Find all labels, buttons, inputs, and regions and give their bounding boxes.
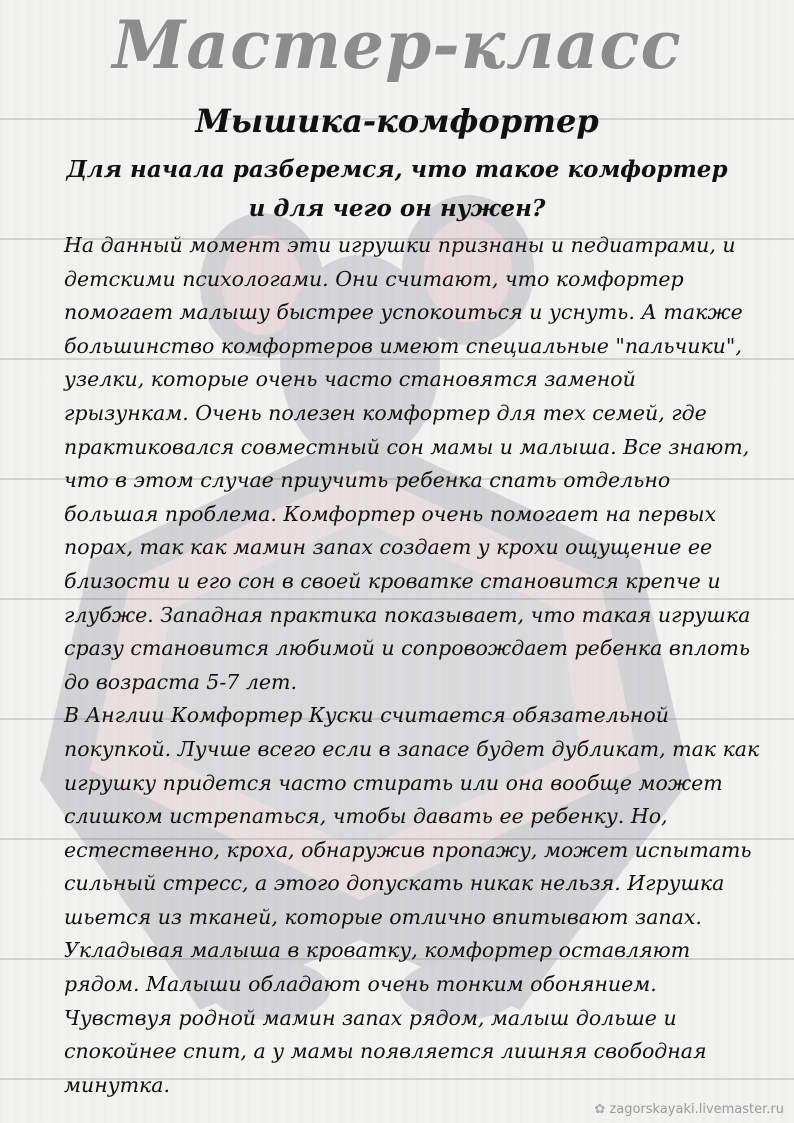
- flower-icon: ✿: [594, 1102, 606, 1117]
- page-title: Мастер-класс: [112, 6, 682, 84]
- section-question: Для начала разберемся, что такое комфортер и для чего он нужен?: [66, 156, 728, 222]
- page-subtitle: Мышика-комфортер: [195, 102, 599, 140]
- paragraph: В Англии Комфортер Куски считается обязательной покупкой. Лучше всего если в запасе будет дубликат, так как игрушку придется часто стирать или она вообще может слишком истрепаться, чтобы давать ее ребенку. Но, естественно, кроха, обнаружив пропажу, может испытать сильный стресс, а этого допускать никак нельзя. Игрушка шьется из тканей, которые отлично впитывают запах. Укладывая малыша в кроватку, комфортер оставляют рядом. Малыши обладают очень тонким обонянием. Чувствуя родной мамин запах рядом, малыш дольше и спокойнее спит, а у мамы появляется лишняя свободная минутка.: [64, 703, 760, 1097]
- paragraph: На данный момент эти игрушки признаны и педиатрами, и детскими психологами. Они считают, что комфортер помогает малышу быстрее успокоиться и уснуть. А также большинство комфортеров имеют специальные "пальчики", узелки, которые очень часто становятся заменой грызункам. Очень полезен комфортер для тех семей, где практиковался совместный сон мамы и малыша. Все знают, что в этом случае приучить ребенка спать отдельно большая проблема. Комфортер очень помогает на первых порах, так как мамин запах создает у крохи ощущение ее близости и его сон в своей кроватке становится крепче и глубже. Западная практика показывает, что такая игрушка сразу становится любимой и сопровождает ребенка вплоть до возраста 5-7 лет.: [64, 233, 751, 694]
- article-body: [64, 229, 764, 1102]
- watermark: [595, 1102, 785, 1117]
- watermark-text: zagorskayaki.livemaster.ru: [609, 1102, 784, 1117]
